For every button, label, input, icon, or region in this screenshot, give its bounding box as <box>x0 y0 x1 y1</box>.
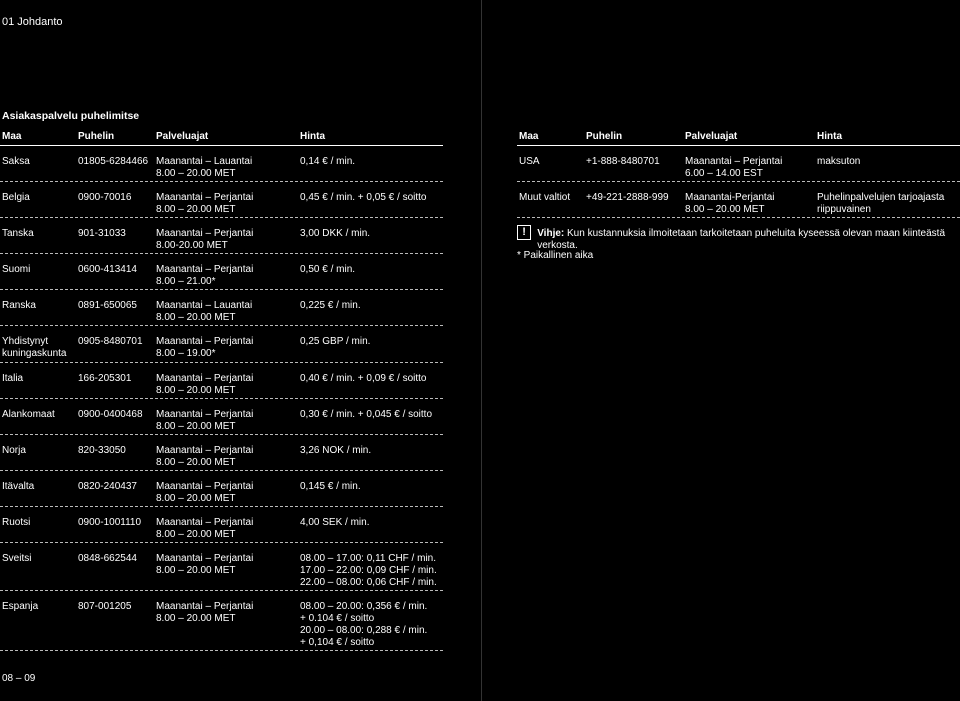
hours-cell-line: Maanantai – Perjantai <box>156 445 254 456</box>
phone-cell-line: 0900-70016 <box>78 192 132 203</box>
hours-cell-line: 8.00 – 20.00 MET <box>156 493 236 504</box>
price-cell-line: 0,30 € / min. + 0,045 € / soitto <box>300 409 433 420</box>
page-divider <box>481 0 482 701</box>
price-cell <box>300 601 427 649</box>
phone-cell <box>586 156 660 168</box>
price-cell <box>300 156 355 168</box>
hours-cell-line: 8.00 – 20.00 MET <box>685 204 765 215</box>
price-cell <box>300 192 426 204</box>
hours-cell <box>156 192 253 216</box>
hours-cell-line: 8.00 – 20.00 MET <box>156 421 236 432</box>
phone-cell-line: 166-205301 <box>78 373 132 384</box>
table-row <box>0 218 443 254</box>
phone-cell-line: 0891-650065 <box>78 300 137 311</box>
country-cell-line: Italia <box>2 373 24 384</box>
phone-cell <box>78 445 126 457</box>
hours-cell-line: 8.00-20.00 MET <box>156 240 228 251</box>
country-cell-line: Suomi <box>2 264 31 275</box>
phone-cell-line: 0900-1001110 <box>78 517 142 528</box>
phone-cell-line: 820-33050 <box>78 445 126 456</box>
phone-cell <box>78 264 137 276</box>
phone-cell-line: 901-31033 <box>78 228 126 239</box>
hours-cell-line: 6.00 – 14.00 EST <box>685 168 763 179</box>
country-cell-line: Saksa <box>2 156 30 167</box>
table-row <box>0 399 443 435</box>
country-cell-line: Ranska <box>2 300 36 311</box>
phone-cell <box>78 228 126 240</box>
column-header: Hinta <box>300 131 325 142</box>
phone-cell <box>78 481 137 493</box>
country-cell-line: Ruotsi <box>2 517 31 528</box>
hours-cell <box>156 156 252 180</box>
hours-cell-line: 8.00 – 19.00* <box>156 348 216 359</box>
hours-cell-line: Maanantai – Perjantai <box>156 601 254 612</box>
phone-cell <box>78 156 148 168</box>
hours-cell-line: 8.00 – 20.00 MET <box>156 565 236 576</box>
price-cell-line: 4,00 SEK / min. <box>300 517 370 528</box>
price-cell <box>300 336 370 348</box>
hours-cell <box>156 300 252 324</box>
column-header: Puhelin <box>78 131 115 142</box>
price-cell-line: 17.00 – 22.00: 0,09 CHF / min. <box>300 565 437 576</box>
country-cell <box>2 192 30 204</box>
phone-cell <box>78 373 131 385</box>
price-cell-line: + 0,104 € / soitto <box>300 637 375 648</box>
hours-cell-line: 8.00 – 20.00 MET <box>156 312 236 323</box>
phone-cell <box>78 553 137 565</box>
price-cell-line: + 0.104 € / soitto <box>300 613 375 624</box>
price-cell-line: 0,25 GBP / min. <box>300 336 371 347</box>
table-row <box>0 326 443 363</box>
price-cell <box>817 192 944 216</box>
country-cell-line: Itävalta <box>2 481 35 492</box>
hours-cell-line: Maanantai – Perjantai <box>156 409 254 420</box>
table-header <box>0 131 443 146</box>
phone-cell-line: 01805-6284466 <box>78 156 149 167</box>
price-cell-line: 3,26 NOK / min. <box>300 445 372 456</box>
column-header: Palveluajat <box>685 131 738 142</box>
country-cell <box>2 517 30 529</box>
section-title: Asiakaspalvelu puhelimitse <box>2 110 140 122</box>
hours-cell <box>156 601 253 625</box>
price-cell-line: 0,45 € / min. + 0,05 € / soitto <box>300 192 427 203</box>
table-row <box>0 254 443 290</box>
price-cell-line: 22.00 – 08.00: 0,06 CHF / min. <box>300 577 437 588</box>
hours-cell-line: Maanantai – Perjantai <box>685 156 783 167</box>
country-cell <box>519 156 540 168</box>
hours-cell-line: Maanantai – Perjantai <box>156 553 254 564</box>
country-cell <box>2 264 30 276</box>
country-cell <box>2 601 38 613</box>
column-header: Hinta <box>817 131 842 142</box>
price-cell <box>817 156 860 168</box>
phone-cell-line: 0900-0400468 <box>78 409 143 420</box>
footnote: * Paikallinen aika <box>517 250 594 261</box>
country-cell-line: kuningaskunta <box>2 348 67 359</box>
country-cell <box>2 336 67 360</box>
table-row <box>0 591 443 651</box>
hours-cell-line: Maanantai – Perjantai <box>156 336 254 347</box>
hours-cell-line: Maanantai – Lauantai <box>156 156 253 167</box>
phone-cell-line: 0848-662544 <box>78 553 137 564</box>
price-cell-line: 3,00 DKK / min. <box>300 228 371 239</box>
country-cell <box>2 553 31 565</box>
hours-cell <box>156 336 253 360</box>
tip-note <box>517 225 960 252</box>
country-cell <box>2 373 23 385</box>
country-cell <box>519 192 570 204</box>
country-cell-line: Alankomaat <box>2 409 55 420</box>
tip-text <box>537 225 960 252</box>
price-cell <box>300 373 426 385</box>
hours-cell-line: 8.00 – 20.00 MET <box>156 457 236 468</box>
country-cell <box>2 409 55 421</box>
phone-cell <box>78 192 131 204</box>
country-cell-line: Muut valtiot <box>519 192 571 203</box>
column-header: Maa <box>2 131 22 142</box>
hours-cell-line: Maanantai – Perjantai <box>156 192 254 203</box>
price-cell-line: 08.00 – 20.00: 0,356 € / min. <box>300 601 428 612</box>
hours-cell <box>156 373 253 397</box>
tip-body: Kun kustannuksia ilmoitetaan tarkoitetaan puheluita kyseessä olevan maan kiinteästä verkosta. <box>537 228 946 251</box>
phone-cell-line: +49-221-2888-999 <box>586 192 669 203</box>
country-cell <box>2 300 36 312</box>
table-row <box>517 146 960 182</box>
price-cell <box>300 553 437 589</box>
price-cell-line: Puhelinpalvelujen tarjoajasta <box>817 192 945 203</box>
hours-cell-line: 8.00 – 20.00 MET <box>156 204 236 215</box>
exclamation-icon: ! <box>517 225 531 240</box>
phone-cell-line: 0600-413414 <box>78 264 137 275</box>
price-cell-line: riippuvainen <box>817 204 871 215</box>
phone-cell-line: 0820-240437 <box>78 481 137 492</box>
phone-cell <box>78 300 137 312</box>
price-cell <box>300 409 432 421</box>
phone-cell-line: 0905-8480701 <box>78 336 143 347</box>
price-cell-line: 0,50 € / min. <box>300 264 356 275</box>
hours-cell-line: Maanantai – Perjantai <box>156 373 254 384</box>
price-cell-line: 0,40 € / min. + 0,09 € / soitto <box>300 373 427 384</box>
phone-cell <box>586 192 669 204</box>
table-row <box>0 182 443 218</box>
hours-cell <box>156 228 253 252</box>
table-row <box>0 507 443 543</box>
price-cell-line: 0,225 € / min. <box>300 300 361 311</box>
country-cell-line: Sveitsi <box>2 553 32 564</box>
table-row <box>0 543 443 591</box>
country-cell <box>2 481 34 493</box>
hours-cell-line: 8.00 – 20.00 MET <box>156 385 236 396</box>
hours-cell <box>156 264 253 288</box>
phone-cell <box>78 517 141 529</box>
table-row <box>0 435 443 471</box>
chapter-title: 01 Johdanto <box>2 16 63 28</box>
column-header: Palveluajat <box>156 131 209 142</box>
table-row <box>0 290 443 326</box>
hours-cell-line: Maanantai – Perjantai <box>156 228 254 239</box>
column-header: Puhelin <box>586 131 623 142</box>
column-header: Maa <box>519 131 539 142</box>
hours-cell-line: Maanantai – Perjantai <box>156 517 254 528</box>
price-cell-line: maksuton <box>817 156 861 167</box>
tip-label: Vihje: <box>537 228 565 239</box>
hours-cell <box>156 517 253 541</box>
price-cell <box>300 300 361 312</box>
country-cell-line: Tanska <box>2 228 34 239</box>
price-cell-line: 08.00 – 17.00: 0,11 CHF / min. <box>300 553 437 564</box>
hours-cell-line: 8.00 – 21.00* <box>156 276 216 287</box>
country-cell-line: Norja <box>2 445 26 456</box>
price-cell-line: 0,14 € / min. <box>300 156 356 167</box>
price-cell-line: 20.00 – 08.00: 0,288 € / min. <box>300 625 428 636</box>
phone-cell <box>78 601 131 613</box>
table-header <box>517 131 960 146</box>
phone-cell <box>78 336 143 348</box>
hours-cell <box>685 192 775 216</box>
phone-cell-line: 807-001205 <box>78 601 132 612</box>
price-cell <box>300 517 369 529</box>
country-cell-line: Espanja <box>2 601 39 612</box>
hours-cell-line: Maanantai – Lauantai <box>156 300 253 311</box>
phone-cell-line: +1-888-8480701 <box>586 156 660 167</box>
hours-cell-line: 8.00 – 20.00 MET <box>156 168 236 179</box>
country-cell-line: USA <box>519 156 540 167</box>
country-cell <box>2 228 34 240</box>
country-cell-line: Belgia <box>2 192 30 203</box>
table-row <box>0 363 443 399</box>
left-contact-table <box>0 131 443 651</box>
hours-cell <box>156 445 253 469</box>
price-cell-line: 0,145 € / min. <box>300 481 361 492</box>
phone-cell <box>78 409 143 421</box>
page-number: 08 – 09 <box>2 673 36 684</box>
hours-cell <box>156 409 253 433</box>
hours-cell-line: Maanantai – Perjantai <box>156 481 254 492</box>
price-cell <box>300 264 355 276</box>
country-cell-line: Yhdistynyt <box>2 336 49 347</box>
country-cell <box>2 156 30 168</box>
hours-cell-line: Maanantai-Perjantai <box>685 192 775 203</box>
hours-cell-line: Maanantai – Perjantai <box>156 264 254 275</box>
table-row <box>0 146 443 182</box>
hours-cell <box>156 553 253 577</box>
table-row <box>517 182 960 218</box>
hours-cell <box>685 156 782 180</box>
hours-cell-line: 8.00 – 20.00 MET <box>156 613 236 624</box>
price-cell <box>300 481 361 493</box>
price-cell <box>300 445 371 457</box>
table-row <box>0 471 443 507</box>
price-cell <box>300 228 370 240</box>
hours-cell-line: 8.00 – 20.00 MET <box>156 529 236 540</box>
right-contact-table <box>517 131 960 218</box>
country-cell <box>2 445 26 457</box>
hours-cell <box>156 481 253 505</box>
